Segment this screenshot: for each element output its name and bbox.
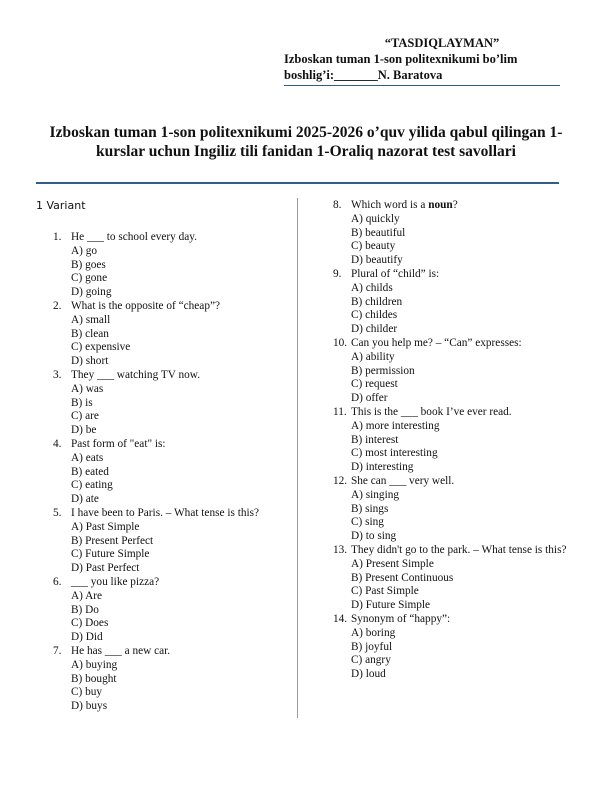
question-text: Plural of “child” is: (351, 267, 440, 280)
document-title: Izboskan tuman 1-son politexnikumi 2025-2026 o’quv yilida qabul qilingan 1-kurslar uchun Ingiliz tili fanidan 1-Oraliq nazorat test savollari (49, 124, 563, 160)
question-number: 12. (333, 474, 348, 487)
question-text: I have been to Paris. – What tense is this? (71, 506, 260, 519)
answer-option: A) Past Simple (71, 520, 140, 533)
question-number: 10. (333, 336, 348, 349)
answer-option: B) eated (71, 465, 109, 478)
answer-option: B) goes (71, 258, 106, 271)
question-text: They ___ watching TV now. (71, 368, 201, 381)
questions-right-column (333, 199, 573, 682)
question (333, 406, 573, 475)
question-number: 14. (333, 612, 348, 625)
answer-option: C) beauty (351, 240, 396, 253)
answer-option: D) beautify (351, 254, 403, 267)
answer-option: B) interest (351, 433, 399, 446)
answer-option: D) offer (351, 392, 388, 405)
answer-option: D) ate (71, 493, 99, 506)
answer-option: C) most interesting (351, 447, 438, 460)
question-stem (53, 369, 293, 383)
answer-option: B) permission (351, 364, 415, 377)
question-number: 7. (53, 644, 62, 657)
answer-option: A) boring (351, 626, 396, 639)
approval-line-2: boshlig’i:_______N. Baratova (284, 68, 443, 82)
question-text: Can you help me? – “Can” expresses: (351, 336, 522, 349)
answer-option: A) quickly (351, 212, 400, 225)
answer-option: A) buying (71, 658, 118, 671)
question-number: 3. (53, 368, 62, 381)
question (53, 645, 293, 714)
question-number: 4. (53, 437, 62, 450)
question (53, 507, 293, 576)
answer-option: A) Are (71, 589, 103, 602)
question-text: ___ you like pizza? (71, 575, 160, 588)
question-stem (53, 231, 293, 245)
question-stem (53, 645, 293, 659)
answer-option: A) was (71, 382, 104, 395)
question-number: 1. (53, 231, 62, 243)
approval-line-1: Izboskan tuman 1-son politexnikumi bo’lim (284, 52, 518, 66)
column-divider (297, 198, 298, 718)
answer-option: B) clean (71, 327, 109, 340)
answer-option: B) beautiful (351, 226, 406, 239)
question-text: She can ___ very well. (351, 474, 455, 487)
question-stem (53, 438, 293, 452)
question-stem (53, 576, 293, 590)
answer-option: D) buys (71, 700, 108, 713)
question-text-part: Which word is a (351, 199, 429, 211)
question (333, 199, 573, 268)
question-text: They didn't go to the park. – What tense is this? (351, 543, 567, 556)
question-number: 13. (333, 543, 348, 556)
approval-rule (284, 85, 560, 86)
question (53, 369, 293, 438)
answer-option: D) Future Simple (351, 599, 431, 612)
answer-option: C) childes (351, 309, 398, 322)
question-text-bold: noun (428, 199, 453, 211)
answer-option: C) angry (351, 654, 391, 667)
question-stem (53, 300, 293, 314)
answer-option: D) going (71, 286, 112, 299)
answer-option: B) joyful (351, 640, 393, 653)
approval-block (284, 36, 560, 86)
answer-option: C) Future Simple (71, 548, 150, 561)
answer-option: A) eats (71, 451, 104, 464)
question (333, 475, 573, 544)
answer-option: D) interesting (351, 461, 414, 474)
question-text (351, 199, 573, 213)
answer-option: C) gone (71, 272, 108, 285)
answer-option: C) Does (71, 617, 109, 630)
answer-option: D) to sing (351, 530, 397, 543)
question-number: 6. (53, 575, 62, 588)
question-text: Past form of "eat" is: (71, 437, 166, 450)
answer-option: D) short (71, 355, 109, 368)
answer-option: C) eating (71, 479, 113, 492)
question-number: 9. (333, 267, 342, 280)
answer-option: D) childer (351, 323, 398, 336)
answer-option: D) Past Perfect (71, 562, 140, 575)
answer-option: D) Did (71, 631, 103, 644)
question (53, 231, 293, 300)
answer-option: A) singing (351, 488, 400, 501)
answer-option: B) bought (71, 672, 117, 685)
answer-option: C) sing (351, 516, 384, 529)
answer-option: A) Present Simple (351, 557, 434, 570)
answer-option: C) buy (71, 686, 103, 699)
question (333, 613, 573, 682)
answer-option: C) request (351, 378, 398, 391)
question-stem (333, 199, 573, 213)
question-text: Synonym of “happy”: (351, 612, 451, 625)
answer-option: A) go (71, 244, 98, 257)
question-stem (53, 507, 293, 521)
answer-option: C) expensive (71, 341, 131, 354)
question-text-part: ? (452, 199, 458, 211)
question (333, 544, 573, 613)
answer-option: A) childs (351, 281, 393, 294)
question-stem (333, 406, 573, 420)
question-stem (333, 268, 573, 282)
answer-option: B) is (71, 396, 93, 409)
approval-stamp: “TASDIQLAYMAN” (384, 36, 500, 50)
question-stem (333, 337, 573, 351)
question (53, 576, 293, 645)
answer-option: B) Do (71, 603, 99, 616)
answer-option: B) Present Continuous (351, 571, 454, 584)
question-number: 11. (333, 405, 347, 418)
question (333, 268, 573, 337)
question (333, 337, 573, 406)
answer-option: A) ability (351, 350, 395, 363)
question-text: He ___ to school every day. (71, 231, 198, 243)
answer-option: D) loud (351, 668, 386, 681)
variant-label: 1 Variant (36, 199, 86, 212)
question-stem (333, 544, 573, 558)
answer-option: A) more interesting (351, 419, 440, 432)
answer-option: C) Past Simple (351, 585, 419, 598)
title-rule (36, 182, 559, 184)
answer-option: B) Present Perfect (71, 534, 154, 547)
answer-option: A) small (71, 313, 111, 326)
answer-option: C) are (71, 410, 99, 423)
question-text: He has ___ a new car. (71, 644, 171, 657)
question-number: 8. (333, 199, 342, 211)
question-text: This is the ___ book I’ve ever read. (351, 405, 512, 418)
question-stem (333, 475, 573, 489)
answer-option: B) children (351, 295, 403, 308)
question-text: What is the opposite of “cheap”? (71, 299, 220, 312)
question (53, 300, 293, 369)
questions-left-column (53, 231, 293, 714)
question (53, 438, 293, 507)
question-number: 5. (53, 506, 62, 519)
answer-option: D) be (71, 424, 97, 437)
answer-option: B) sings (351, 502, 389, 515)
question-number: 2. (53, 299, 62, 312)
question-stem (333, 613, 573, 627)
